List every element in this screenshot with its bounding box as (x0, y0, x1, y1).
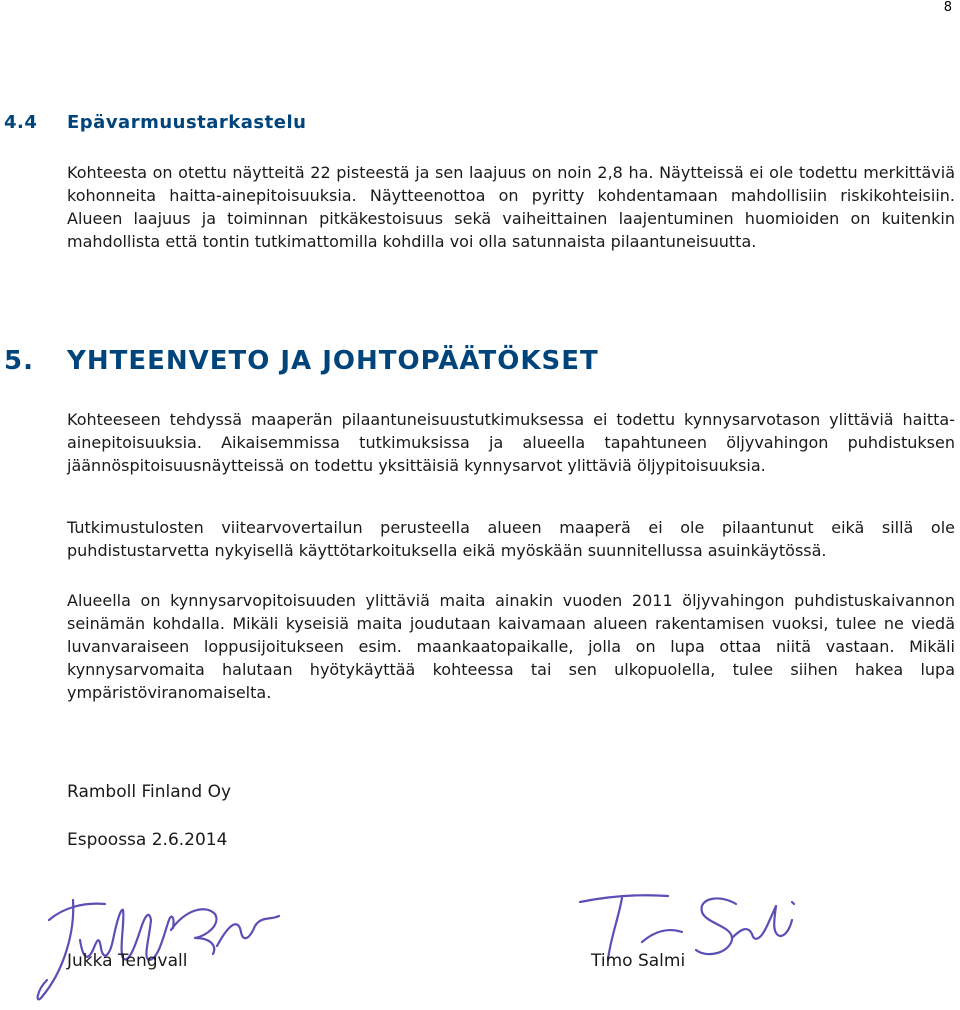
signer-name-left: Jukka Tengvall (67, 951, 188, 971)
section-5-number: 5. (4, 346, 34, 376)
signature-jukka-tengvall (35, 880, 285, 1005)
section-5-title: YHTEENVETO JA JOHTOPÄÄTÖKSET (67, 346, 599, 376)
section-4-4-number: 4.4 (4, 112, 38, 133)
conclusion-paragraph-2: Tutkimustulosten viitearvovertailun perusteella alueen maaperä ei ole pilaantunut eikä sillä ole puhdistustarvetta nykyisellä käyttötarkoituksella eikä myöskään suunnitellussa asuinkäytössä. (67, 518, 955, 560)
signer-name-right: Timo Salmi (591, 951, 686, 971)
company-name: Ramboll Finland Oy (67, 782, 232, 802)
section-4-4-title: Epävarmuustarkastelu (67, 112, 307, 133)
uncertainty-paragraph: Kohteesta on otettu näytteitä 22 pisteestä ja sen laajuus on noin 2,8 ha. Näytteissä ei ole todettu merkittäviä kohonneita haitta-ainepitoisuuksia. Näytteenottoa on pyritty kohdentamaan mahdollisiin riskikohteisiin. Alueen laajuus ja toiminnan pitkäkestoisuus sekä vaiheittainen laajentuminen huomioiden on kuitenkin mahdollista että tontin tutkimattomilla kohdilla voi olla satunnaista pilaantuneisuutta. (67, 163, 955, 251)
conclusion-paragraph-1: Kohteeseen tehdyssä maaperän pilaantuneisuustutkimuksessa ei todettu kynnysarvotason ylittäviä haitta-ainepitoisuuksia. Aikaisemmissa tutkimuksissa ja alueella tapahtuneen öljyvahingon puhdistuksen jäännöspitoisuusnäytteissä on todettu yksittäisiä kynnysarvot ylittäviä öljypitoisuuksia. (67, 410, 955, 475)
page-number: 8 (943, 0, 952, 15)
conclusion-paragraph-3: Alueella on kynnysarvopitoisuuden ylittäviä maita ainakin vuoden 2011 öljyvahingon puhdistuskaivannon seinämän kohdalla. Mikäli kyseisiä maita joudutaan kaivamaan alueen rakentamisen vuoksi, tulee ne viedä luvanvaraiseen loppusijoitukseen esim. maankaatopaikalle, jolla on lupa ottaa niitä vastaan. Mikäli kynnysarvomaita halutaan hyötykäyttää kohteessa tai sen ulkopuolella, tulee siihen hakea lupa ympäristöviranomaiselta. (67, 591, 955, 702)
place-and-date: Espoossa 2.6.2014 (67, 830, 228, 850)
